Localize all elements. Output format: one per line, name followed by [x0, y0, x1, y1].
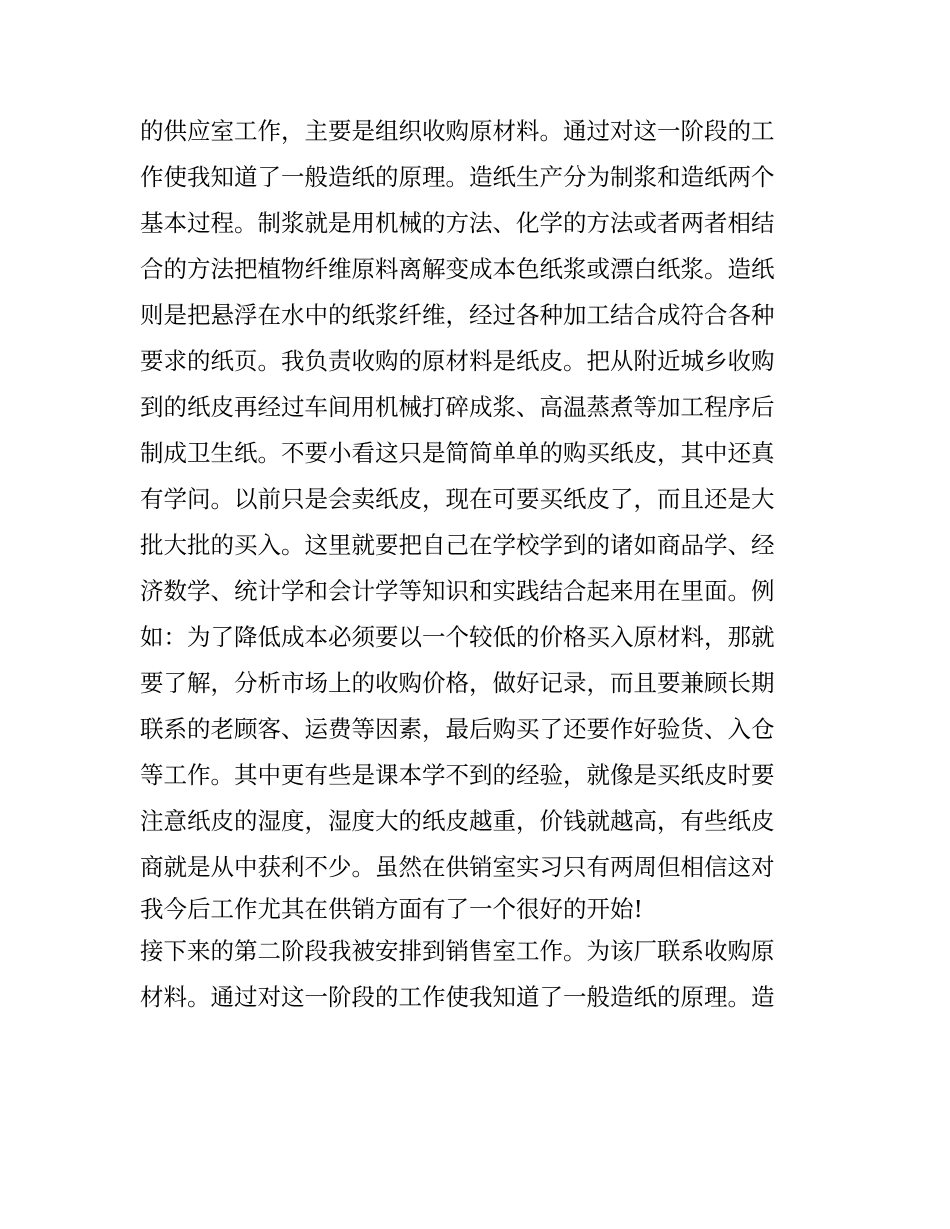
paragraph-start-line: 接下来的第二阶段我被安排到销售室工作。为该厂联系收购原: [140, 937, 775, 965]
text-line: 材料。通过对这一阶段的工作使我知道了一般造纸的原理。造: [140, 983, 775, 1011]
text-line: 要求的纸页。我负责收购的原材料是纸皮。把从附近城乡收购: [140, 347, 775, 375]
text-line: 到的纸皮再经过车间用机械打碎成浆、高温蒸煮等加工程序后: [140, 393, 775, 421]
text-line: 批大批的买入。这里就要把自己在学校学到的诸如商品学、经: [140, 531, 775, 559]
text-line: 基本过程。制浆就是用机械的方法、化学的方法或者两者相结: [140, 209, 775, 237]
text-line: 等工作。其中更有些是课本学不到的经验，就像是买纸皮时要: [140, 761, 775, 789]
text-line: 济数学、统计学和会计学等知识和实践结合起来用在里面。例: [140, 577, 775, 605]
text-line: 要了解，分析市场上的收购价格，做好记录，而且要兼顾长期: [140, 669, 775, 697]
text-line: 我今后工作尤其在供销方面有了一个很好的开始!: [140, 895, 643, 923]
text-line: 如：为了降低成本必须要以一个较低的价格买入原材料，那就: [140, 623, 775, 651]
text-line: 联系的老顾客、运费等因素，最后购买了还要作好验货、入仓: [140, 715, 775, 743]
text-line: 的供应室工作，主要是组织收购原材料。通过对这一阶段的工: [140, 117, 775, 145]
text-line: 则是把悬浮在水中的纸浆纤维，经过各种加工结合成符合各种: [140, 301, 775, 329]
body-text: [140, 108, 820, 1020]
text-line: 有学问。以前只是会卖纸皮，现在可要买纸皮了，而且还是大: [140, 485, 775, 513]
text-line: 注意纸皮的湿度，湿度大的纸皮越重，价钱就越高，有些纸皮: [140, 807, 775, 835]
text-line: 合的方法把植物纤维原料离解变成本色纸浆或漂白纸浆。造纸: [140, 255, 775, 283]
text-line: 作使我知道了一般造纸的原理。造纸生产分为制浆和造纸两个: [140, 163, 775, 191]
text-line: 商就是从中获利不少。虽然在供销室实习只有两周但相信这对: [140, 853, 775, 881]
text-line: 制成卫生纸。不要小看这只是简简单单的购买纸皮，其中还真: [140, 439, 775, 467]
